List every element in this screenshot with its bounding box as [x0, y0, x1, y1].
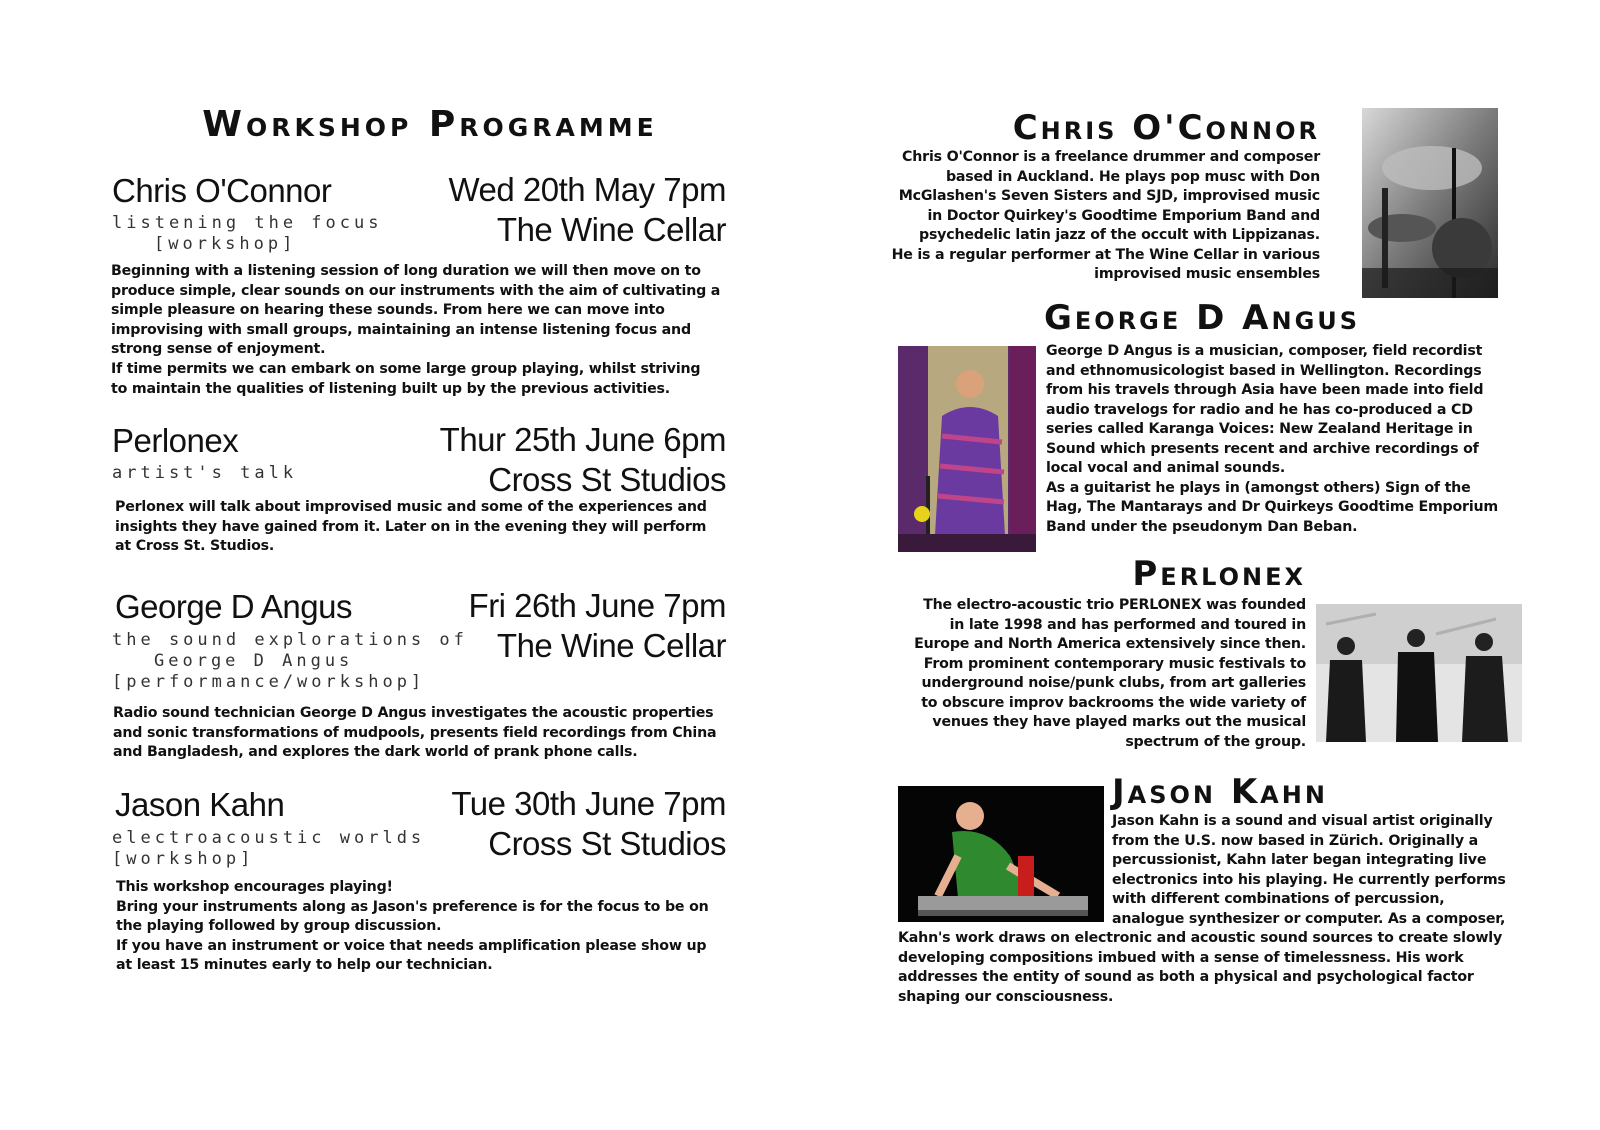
bio-text: George D Angus is a musician, composer, field recordist and ethnomusicologist based in Wellington. Recordings from his travels through Asia have been made into field audio travelogs for radio and he has co-produced a CD series called Karanga Voices: New Zealand Heritage in Sound which presents recent and archive recordings of local vocal and animal sounds. As a guitarist he plays in (amongst others) Sign of the Hag, The Mantarays and Dr Quirkeys Goodtime Emporium Band under the pseudonym Dan Beban.	[1046, 343, 1499, 535]
event-date: Wed 20th May 7pm	[448, 171, 726, 208]
performer-portrait-photo	[898, 346, 1036, 552]
event-subtitle: [workshop]	[154, 234, 297, 254]
event-date: Fri 26th June 7pm	[468, 587, 726, 624]
event-name: George D Angus	[115, 588, 352, 625]
event-name: Perlonex	[112, 422, 239, 459]
electronics-performer-photo	[898, 786, 1104, 922]
event-venue: Cross St Studios	[488, 825, 726, 862]
bio-title: George D Angus	[1044, 298, 1361, 338]
event-subtitle: [workshop]	[112, 849, 255, 869]
bio-text: Jason Kahn is a sound and visual artist originally from the U.S. now based in Zürich. Originally a percussionist, Kahn later began integrating live electronics into his playing. He currently performs with different combinations of percussion, analogue synthesizer or computer. As a composer,	[1112, 813, 1506, 927]
event-description: Radio sound technician George D Angus investigates the acoustic properties and sonic transformations of mudpools, presents field recordings from China and Bangladesh, and explores the dark world of prank phone calls.	[113, 705, 717, 761]
trio-band-photo	[1316, 604, 1522, 742]
event-subtitle: George D Angus	[154, 651, 354, 671]
event-description: Perlonex will talk about improvised music and some of the experiences and insights they have gained from it. Later on in the evening they will perform at Cross St. Studios.	[115, 499, 707, 555]
drum-kit-photo	[1362, 108, 1498, 298]
event-venue: Cross St Studios	[488, 461, 726, 498]
event-description: Beginning with a listening session of long duration we will then move on to produce simple, clear sounds on our instruments with the aim of cultivating a simple pleasure on hearing these sounds. From here we can move into improvising with small groups, maintaining an intense listening focus and strong sense of enjoyment. If time permits we can embark on some large group playing, whilst striving to maintain the qualities of listening built up by the previous activities.	[111, 263, 721, 397]
event-date: Thur 25th June 6pm	[439, 421, 726, 458]
bio-title: Perlonex	[1132, 554, 1306, 594]
event-name: Chris O'Connor	[112, 172, 332, 209]
event-subtitle: electroacoustic worlds	[112, 828, 426, 848]
programme-title: Workshop Programme	[202, 104, 658, 145]
event-subtitle: listening the focus	[112, 213, 383, 233]
bio-title: Jason Kahn	[1112, 772, 1328, 812]
event-description: This workshop encourages playing! Bring your instruments along as Jason's preference is for the focus to be on the playing followed by group discussion. If you have an instrument or voice that needs amplification please show up at least 15 minutes early to help our technician.	[116, 879, 709, 974]
event-date: Tue 30th June 7pm	[451, 785, 726, 822]
event-name: Jason Kahn	[115, 786, 285, 823]
event-venue: The Wine Cellar	[496, 627, 726, 664]
event-venue: The Wine Cellar	[496, 211, 726, 248]
bio-text: The electro-acoustic trio PERLONEX was founded in late 1998 and has performed and toured in Europe and North America extensively since then. From prominent contemporary music festivals to underground noise/punk clubs, from art galleries to obscure improv backrooms the wide variety of venues they have played marks out the musical spectrum of the group.	[914, 597, 1306, 750]
event-subtitle: artist's talk	[112, 463, 298, 483]
event-subtitle: the sound explorations of	[112, 630, 468, 650]
bio-text: Chris O'Connor is a freelance drummer and composer based in Auckland. He plays pop musc with Don McGlashen's Seven Sisters and SJD, improvised music in Doctor Quirkey's Goodtime Emporium Band and psychedelic latin jazz of the occult with Lippizanas. He is a regular performer at The Wine Cellar in various improvised music ensembles	[891, 149, 1320, 282]
bio-title: Chris O'Connor	[1012, 108, 1320, 148]
event-subtitle: [performance/workshop]	[112, 672, 426, 692]
bio-text-continued: Kahn's work draws on electronic and acoustic sound sources to create slowly developing compositions imbued with a sense of timelessness. His work addresses the entity of sound as both a physical and psychological factor shaping our consciousness.	[898, 930, 1502, 1005]
